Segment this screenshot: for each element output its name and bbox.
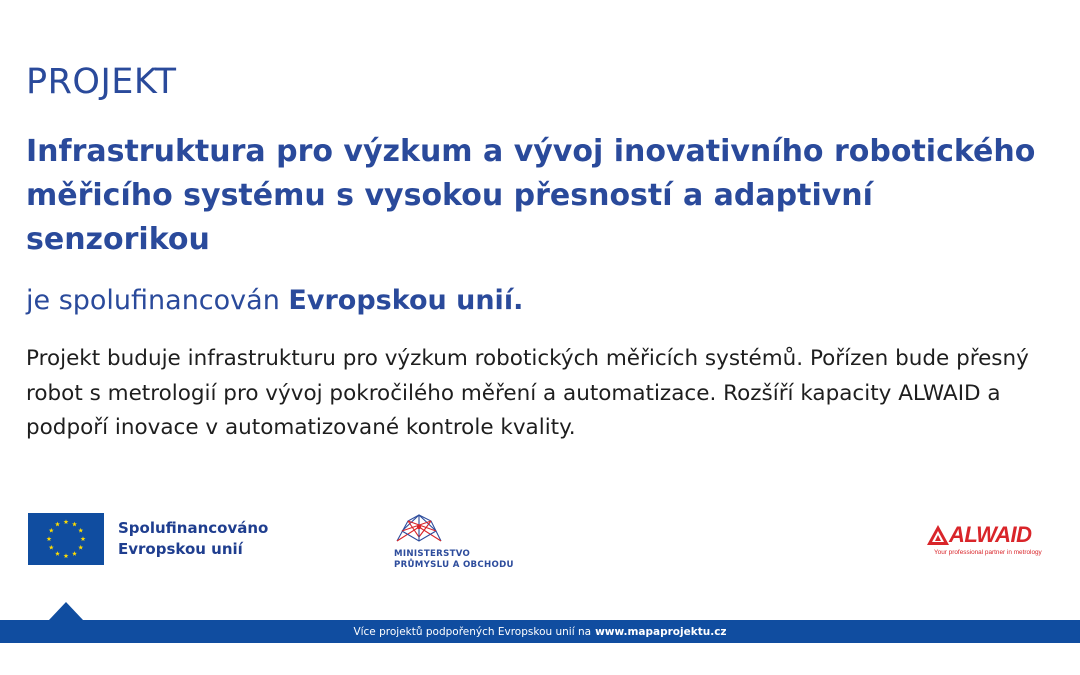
eu-star-icon (55, 522, 60, 527)
footer-notch (49, 602, 83, 620)
ministry-logo (394, 513, 514, 571)
footer-bar (0, 620, 1080, 643)
eu-star-icon (49, 528, 54, 533)
eu-logo-text (118, 518, 268, 560)
funding-statement (26, 285, 523, 316)
eu-star-icon (72, 522, 77, 527)
eu-star-icon (78, 545, 83, 550)
eu-flag-icon (28, 513, 104, 565)
eu-cofunded-logo (28, 513, 268, 565)
alwaid-logo-row (927, 522, 1042, 548)
eu-star-icon (49, 545, 54, 550)
alwaid-tagline: Your professional partner in metrology (934, 549, 1042, 556)
eu-star-icon (72, 551, 77, 556)
project-description: Projekt buduje infrastrukturu pro výzkum robotických měřicích systémů. Pořízen bude přesný robot s metrologií pro vývoj pokročilého měření a automatizace. Rozšíří kapacity ALWAID a podpoří inovace v automatizované kontrole kvality. (26, 346, 1029, 440)
ministry-logo-line2: PRŮMYSLU A OBCHODU (394, 560, 514, 570)
funding-emphasis: Evropskou unií. (288, 285, 524, 316)
eu-star-icon (78, 528, 83, 533)
eu-star-icon (55, 551, 60, 556)
eu-logo-line2: Evropskou unií (118, 540, 243, 558)
alwaid-triangle-icon (927, 525, 949, 545)
ministry-logo-text (394, 549, 514, 571)
eu-star-icon (64, 519, 69, 524)
project-label: PROJEKT (26, 62, 177, 102)
alwaid-wordmark: ALWAID (949, 522, 1032, 547)
project-title: Infrastruktura pro výzkum a vývoj inovativního robotického měřicího systému s vysokou přesností a adaptivní senzorikou (26, 134, 1036, 257)
ministry-emblem-icon (394, 513, 444, 545)
footer-link[interactable]: www.mapaprojektu.cz (595, 625, 727, 638)
eu-star-icon (81, 536, 86, 541)
eu-star-icon (47, 536, 52, 541)
funding-prefix: je spolufinancován (26, 285, 280, 316)
eu-logo-line1: Spolufinancováno (118, 519, 269, 537)
eu-star-icon (64, 553, 69, 558)
eu-stars-icon (28, 513, 104, 565)
ministry-logo-line1: MINISTERSTVO (394, 549, 471, 559)
footer-text: Více projektů podpořených Evropskou unií na (353, 625, 592, 638)
alwaid-logo (927, 522, 1042, 556)
